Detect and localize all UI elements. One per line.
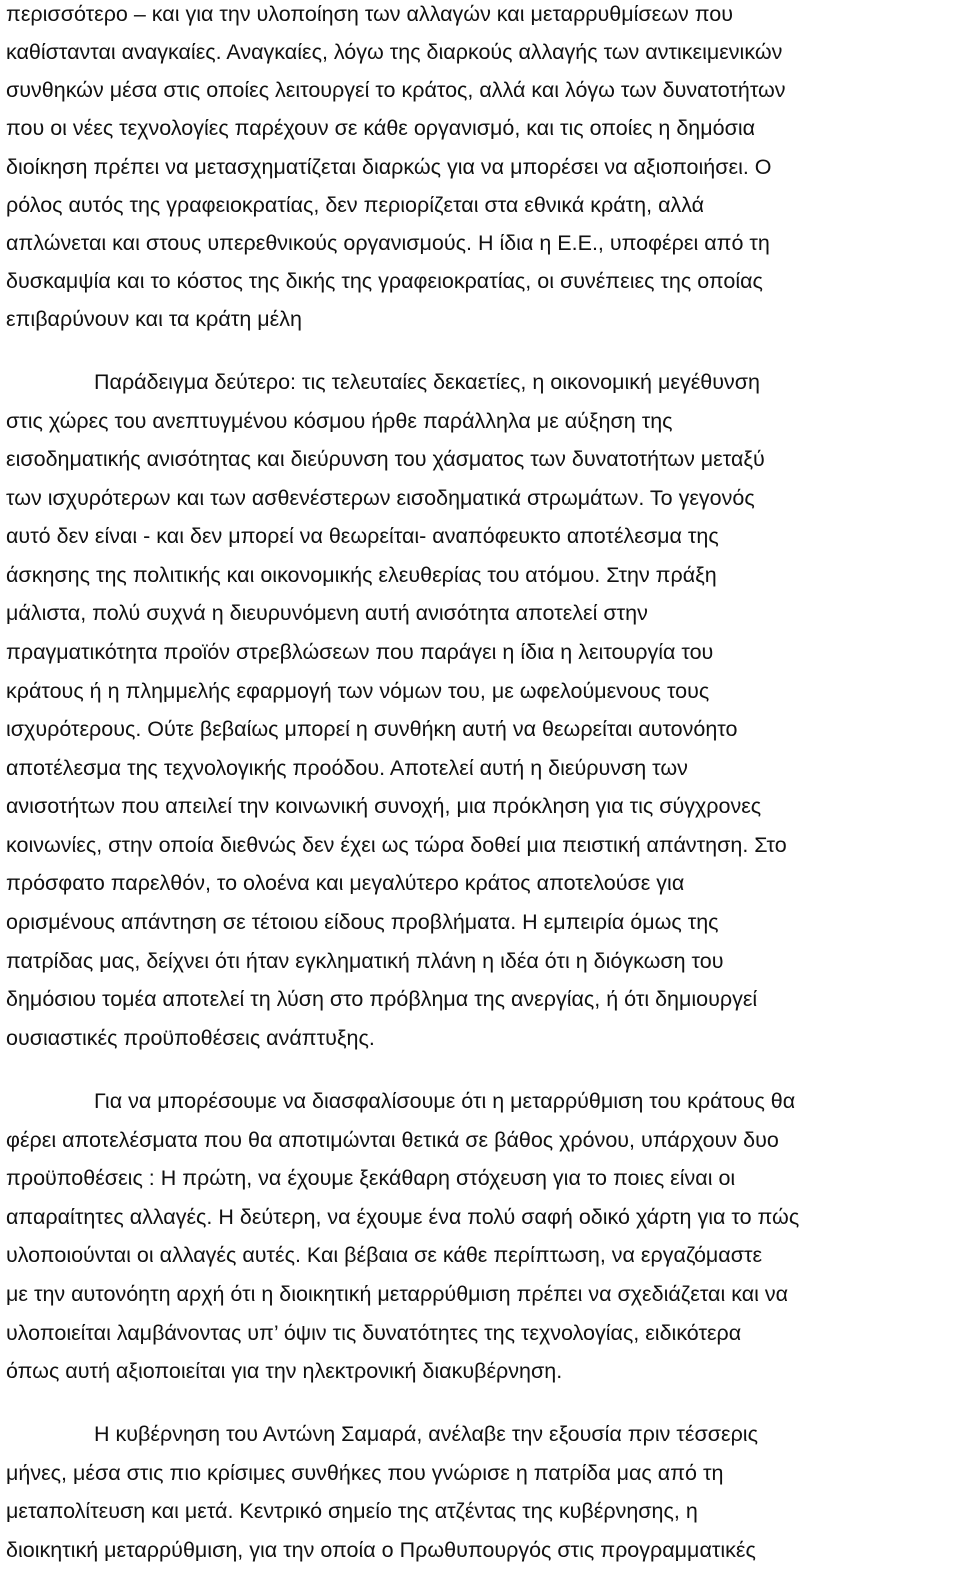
text-line: δημόσιου τομέα αποτελεί τη λύση στο πρόβλημα της ανεργίας, ή ότι δημιουργεί xyxy=(6,987,758,1011)
text-line: άσκησης της πολιτικής και οικονομικής ελευθερίας του ατόμου. Στην πράξη xyxy=(6,563,717,587)
text-line: προϋποθέσεις : Η πρώτη, να έχουμε ξεκάθαρη στόχευση για το ποιες είναι οι xyxy=(6,1166,736,1190)
text-line: των ισχυρότερων και των ασθενέστερων εισοδηματικά στρωμάτων. Το γεγονός xyxy=(6,486,755,510)
text-line: περισσότερο – και για την υλοποίηση των αλλαγών και μεταρρυθμίσεων που xyxy=(6,2,734,26)
text-line: πρόσφατο παρελθόν, το ολοένα και μεγαλύτερο κράτος αποτελούσε για xyxy=(6,871,685,895)
text-line: που οι νέες τεχνολογίες παρέχουν σε κάθε οργανισμό, και τις οποίες η δημόσια xyxy=(6,116,756,140)
text-line: Παράδειγμα δεύτερο: τις τελευταίες δεκαετίες, η οικονομική μεγέθυνση xyxy=(94,370,760,394)
text-line: επιβαρύνουν και τα κράτη μέλη xyxy=(6,307,302,331)
text-line: ισχυρότερους. Ούτε βεβαίως μπορεί η συνθήκη αυτή να θεωρείται αυτονόητο xyxy=(6,717,738,741)
text-line: κράτους ή η πλημμελής εφαρμογή των νόμων του, με ωφελούμενους τους xyxy=(6,679,710,703)
text-line: μήνες, μέσα στις πιο κρίσιμες συνθήκες που γνώρισε η πατρίδα μας από τη xyxy=(6,1461,724,1485)
text-line: ορισμένους απάντηση σε τέτοιου είδους προβλήματα. Η εμπειρία όμως της xyxy=(6,910,719,934)
text-line: πατρίδας μας, δείχνει ότι ήταν εγκληματική πλάνη η ιδέα ότι η διόγκωση του xyxy=(6,949,724,973)
text-line: διοίκηση πρέπει να μετασχηματίζεται διαρκώς για να μπορέσει να αξιοποιήσει. Ο xyxy=(6,155,772,179)
text-line: απαραίτητες αλλαγές. Η δεύτερη, να έχουμε ένα πολύ σαφή οδικό χάρτη για το πώς xyxy=(6,1205,800,1229)
text-line: μάλιστα, πολύ συχνά η διευρυνόμενη αυτή ανισότητα αποτελεί στην xyxy=(6,601,648,625)
text-line: στις χώρες του ανεπτυγμένου κόσμου ήρθε παράλληλα με αύξηση της xyxy=(6,409,673,433)
text-line: ουσιαστικές προϋποθέσεις ανάπτυξης. xyxy=(6,1026,375,1050)
text-line: αποτέλεσμα της τεχνολογικής προόδου. Αποτελεί αυτή η διεύρυνση των xyxy=(6,756,688,780)
text-line: Για να μπορέσουμε να διασφαλίσουμε ότι η μεταρρύθμιση του κράτους θα xyxy=(94,1089,796,1113)
text-line: αυτό δεν είναι - και δεν μπορεί να θεωρείται- αναπόφευκτο αποτέλεσμα της xyxy=(6,524,719,548)
text-line: υλοποιούνται οι αλλαγές αυτές. Και βέβαια σε κάθε περίπτωση, να εργαζόμαστε xyxy=(6,1243,763,1267)
text-line: καθίστανται αναγκαίες. Αναγκαίες, λόγω της διαρκούς αλλαγής των αντικειμενικών xyxy=(6,40,783,64)
text-line: υλοποιείται λαμβάνοντας υπ’ όψιν τις δυνατότητες της τεχνολογίας, ειδικότερα xyxy=(6,1321,742,1345)
text-line: διοικητική μεταρρύθμιση, για την οποία ο Πρωθυπουργός στις προγραμματικές xyxy=(6,1538,756,1562)
text-line: ανισοτήτων που απειλεί την κοινωνική συνοχή, μια πρόκληση για τις σύγχρονες xyxy=(6,794,762,818)
text-line: πραγματικότητα προϊόν στρεβλώσεων που παράγει η ίδια η λειτουργία του xyxy=(6,640,714,664)
text-line: φέρει αποτελέσματα που θα αποτιμώνται θετικά σε βάθος χρόνου, υπάρχουν δυο xyxy=(6,1128,779,1152)
text-line: εισοδηματικής ανισότητας και διεύρυνση του χάσματος των δυνατοτήτων μεταξύ xyxy=(6,447,765,471)
text-line: κοινωνίες, στην οποία διεθνώς δεν έχει ως τώρα δοθεί μια πειστική απάντηση. Στο xyxy=(6,833,787,857)
text-line: δυσκαμψία και το κόστος της δικής της γραφειοκρατίας, οι συνέπειες της οποίας xyxy=(6,269,763,293)
text-line: όπως αυτή αξιοποιείται για την ηλεκτρονική διακυβέρνηση. xyxy=(6,1359,563,1383)
text-line: συνθηκών μέσα στις οποίες λειτουργεί το κράτος, αλλά και λόγω των δυνατοτήτων xyxy=(6,78,786,102)
text-line: απλώνεται και στους υπερεθνικούς οργανισμούς. Η ίδια η Ε.Ε., υποφέρει από τη xyxy=(6,231,770,255)
text-line: Η κυβέρνηση του Αντώνη Σαμαρά, ανέλαβε την εξουσία πριν τέσσερις xyxy=(94,1422,758,1446)
text-line: ρόλος αυτός της γραφειοκρατίας, δεν περιορίζεται στα εθνικά κράτη, αλλά xyxy=(6,193,705,217)
text-line: με την αυτονόητη αρχή ότι η διοικητική μεταρρύθμιση πρέπει να σχεδιάζεται και να xyxy=(6,1282,789,1306)
text-line: μεταπολίτευση και μετά. Κεντρικό σημείο της ατζέντας της κυβέρνησης, η xyxy=(6,1499,698,1523)
